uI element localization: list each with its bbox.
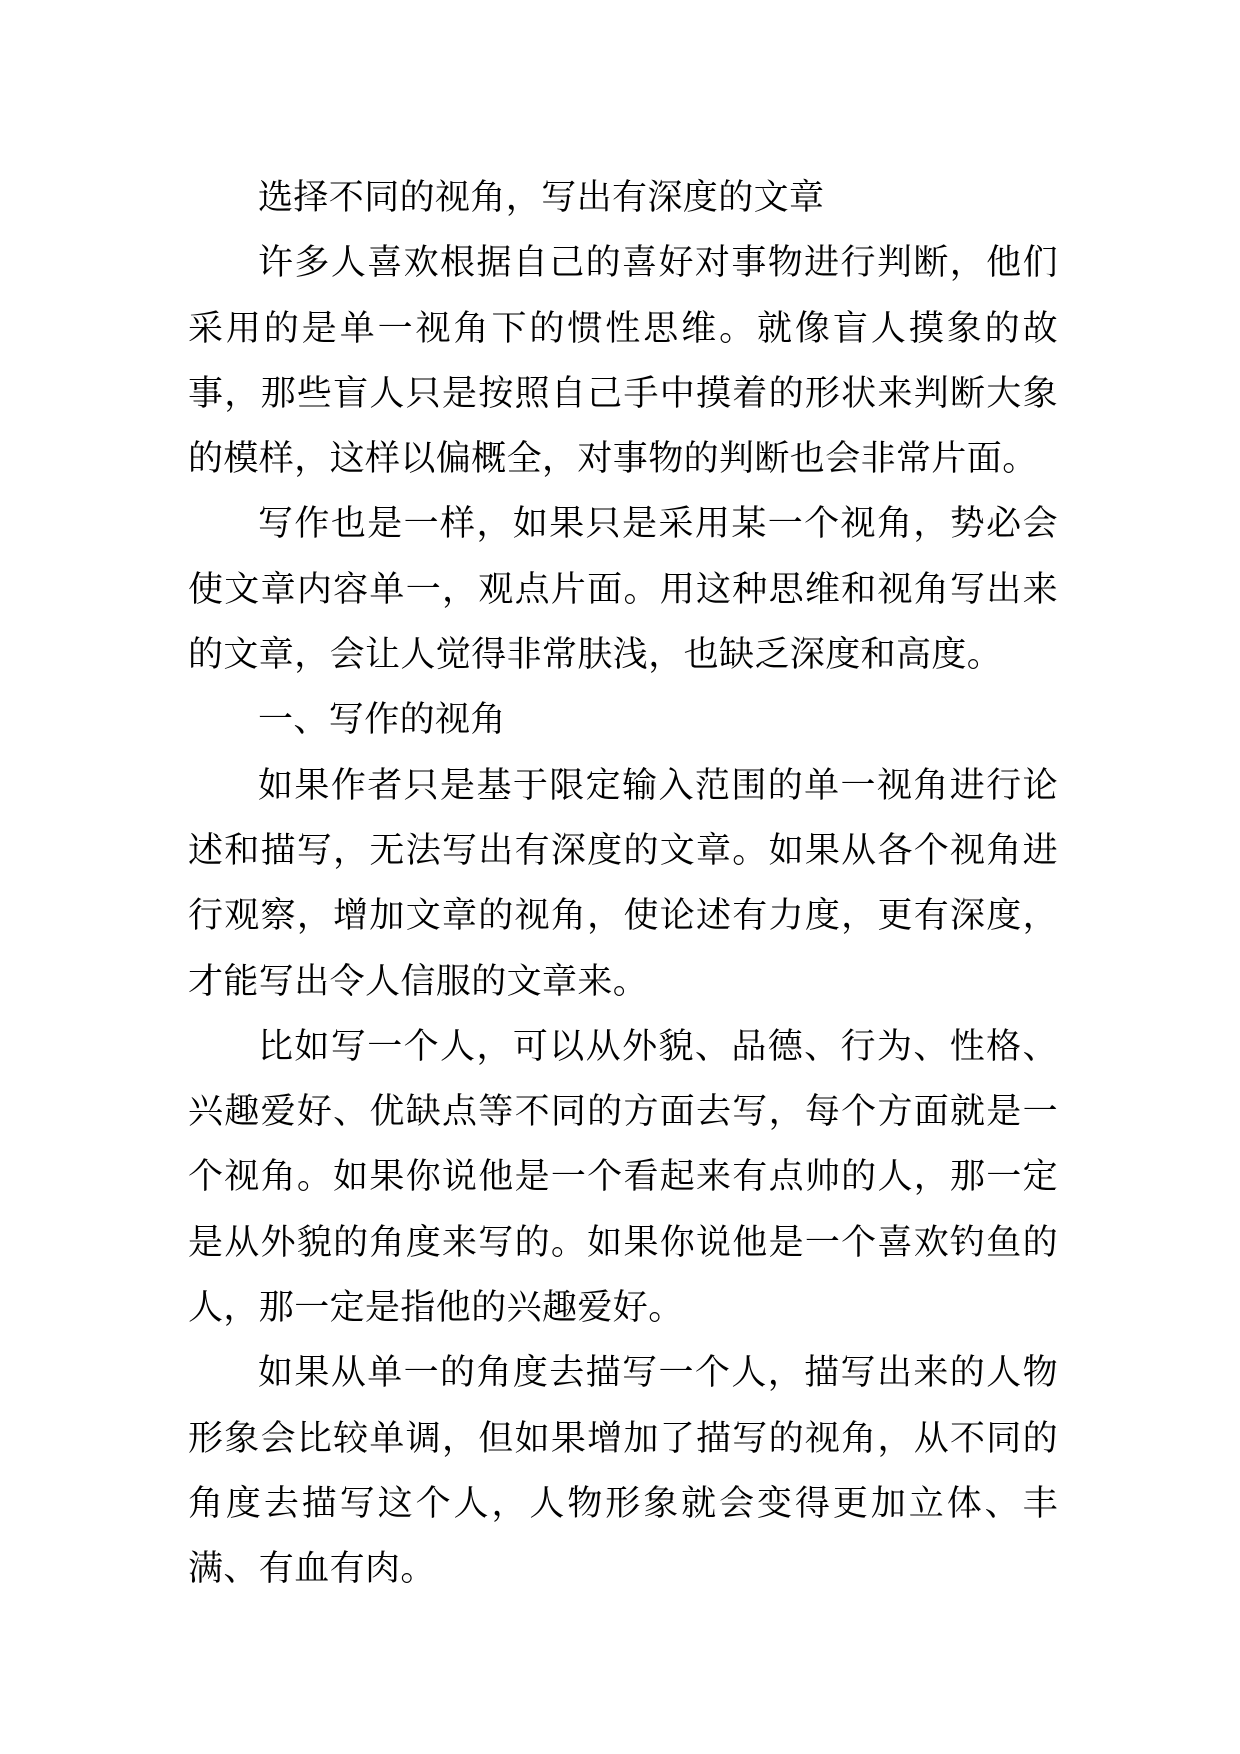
document-title: 选择不同的视角，写出有深度的文章 — [258, 178, 825, 218]
document-body — [188, 166, 1058, 1603]
paragraph-blind-men-elephant: 许多人喜欢根据自己的喜好对事物进行判断，他们采用的是单一视角下的惯性思维。就像盲人摸象的故事，那些盲人只是按照自己手中摸着的形状来判断大象的模样，这样以偏概全，对事物的判断也会非常片面。 — [188, 243, 1058, 480]
section-heading-writing-perspective: 一、写作的视角 — [258, 700, 506, 741]
paragraph-writing-single-view: 写作也是一样，如果只是采用某一个视角，势必会使文章内容单一，观点片面。用这种思维和视角写出来的文章，会让人觉得非常肤浅，也缺乏深度和高度。 — [188, 504, 1058, 676]
paragraph-vivid-character: 如果从单一的角度去描写一个人，描写出来的人物形象会比较单调，但如果增加了描写的视角，从不同的角度去描写这个人，人物形象就会变得更加立体、丰满、有血有肉。 — [188, 1353, 1058, 1590]
paragraph-describe-person-example: 比如写一个人，可以从外貌、品德、行为、性格、兴趣爱好、优缺点等不同的方面去写，每个方面就是一个视角。如果你说他是一个看起来有点帅的人，那一定是从外貌的角度来写的。如果你说他是一个喜欢钓鱼的人，那一定是指他的兴趣爱好。 — [188, 1026, 1058, 1329]
paragraph-multiple-perspectives: 如果作者只是基于限定输入范围的单一视角进行论述和描写，无法写出有深度的文章。如果从各个视角进行观察，增加文章的视角，使论述有力度，更有深度，才能写出令人信服的文章来。 — [188, 765, 1058, 1002]
